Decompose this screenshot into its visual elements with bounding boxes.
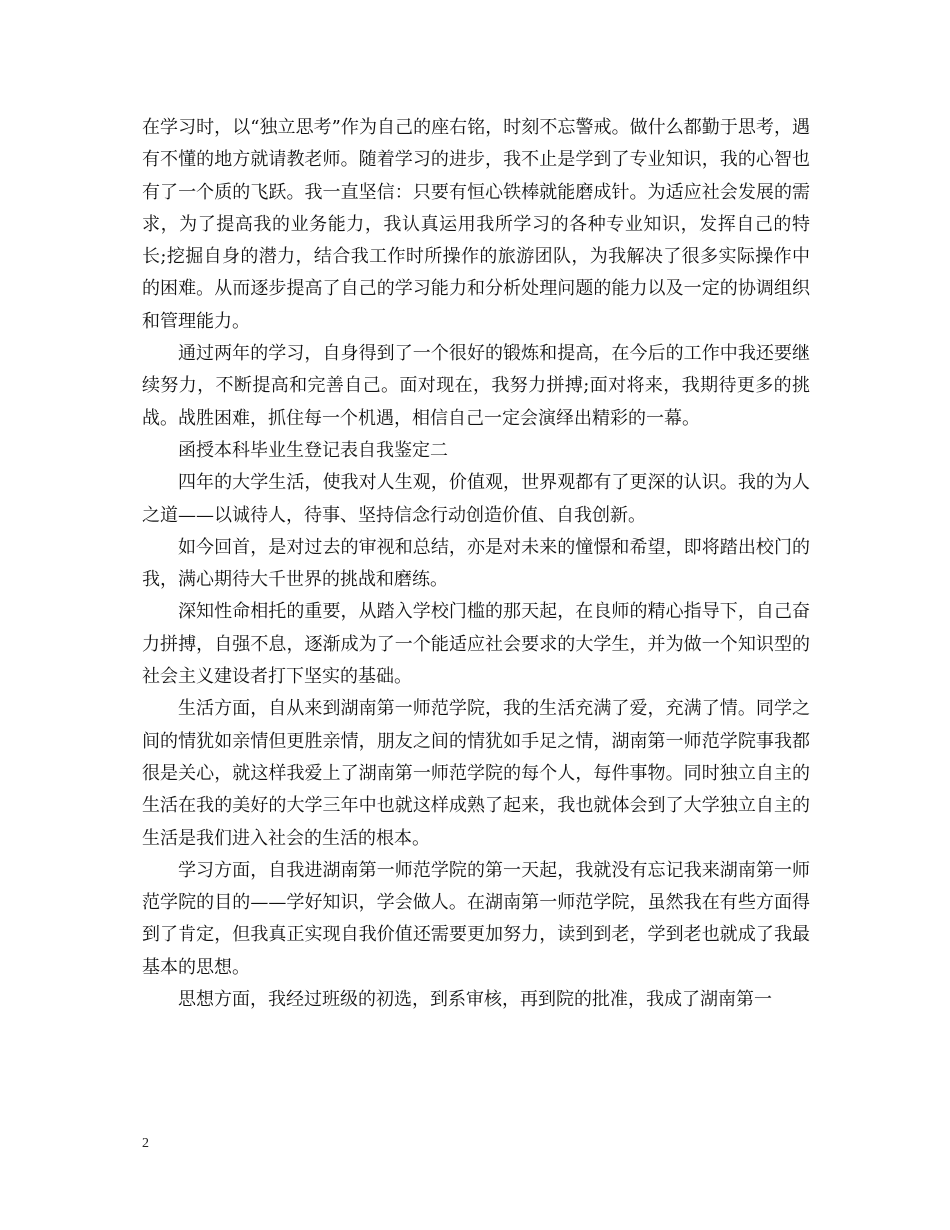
paragraph-7: 生活方面，自从来到湖南第一师范学院，我的生活充满了爱，充满了情。同学之间的情犹如亲情但更胜亲情，朋友之间的情犹如手足之情，湖南第一师范学院事我都很是关心，就这样我爱上了湖南第一师范学院的每个人，每件事物。同时独立自主的生活在我的美好的大学三年中也就这样成熟了起来，我也就体会到了大学独立自主的生活是我们进入社会的生活的根本。 (142, 698, 810, 849)
page-number: 2 (142, 1136, 149, 1151)
paragraph-4: 四年的大学生活，使我对人生观，价值观，世界观都有了更深的认识。我的为人之道——以诚待人，待事、坚持信念行动创造价值、自我创新。 (142, 472, 810, 526)
paragraph-1: 在学习时，以“独立思考”作为自己的座右铭，时刻不忘警戒。做什么都勤于思考，遇有不懂的地方就请教老师。随着学习的进步，我不止是学到了专业知识，我的心智也有了一个质的飞跃。我一直坚信：只要有恒心铁棒就能磨成针。为适应社会发展的需求，为了提高我的业务能力，我认真运用我所学习的各种专业知识，发挥自己的特长;挖掘自身的潜力，结合我工作时所操作的旅游团队，为我解决了很多实际操作中的困难。从而逐步提高了自己的学习能力和分析处理问题的能力以及一定的协调组织和管理能力。 (142, 117, 810, 332)
document-body (142, 112, 810, 1016)
paragraph-5: 如今回首，是对过去的审视和总结，亦是对未来的憧憬和希望，即将踏出校门的我，满心期待大千世界的挑战和磨练。 (142, 536, 810, 591)
paragraph-6: 深知性命相托的重要，从踏入学校门槛的那天起，在良师的精心指导下，自己奋力拼搏，自强不息，逐渐成为了一个能适应社会要求的大学生，并为做一个知识型的社会主义建设者打下坚实的基础。 (142, 601, 810, 688)
paragraph-8: 学习方面，自我进湖南第一师范学院的第一天起，我就没有忘记我来湖南第一师范学院的目的——学好知识，学会做人。在湖南第一师范学院，虽然我在有些方面得到了肯定，但我真正实现自我价值还需要更加努力，读到到老，学到老也就成了我最基本的思想。 (142, 859, 810, 978)
paragraph-9: 思想方面，我经过班级的初选，到系审核，再到院的批准，我成了湖南第一 (178, 989, 772, 1011)
paragraph-2: 通过两年的学习，自身得到了一个很好的锻炼和提高，在今后的工作中我还要继续努力，不断提高和完善自己。面对现在，我努力拼搏;面对将来，我期待更多的挑战。战胜困难，抓住每一个机遇，相信自己一定会演绎出精彩的一幕。 (142, 343, 810, 429)
section-heading: 函授本科毕业生登记表自我鉴定二 (178, 439, 448, 461)
